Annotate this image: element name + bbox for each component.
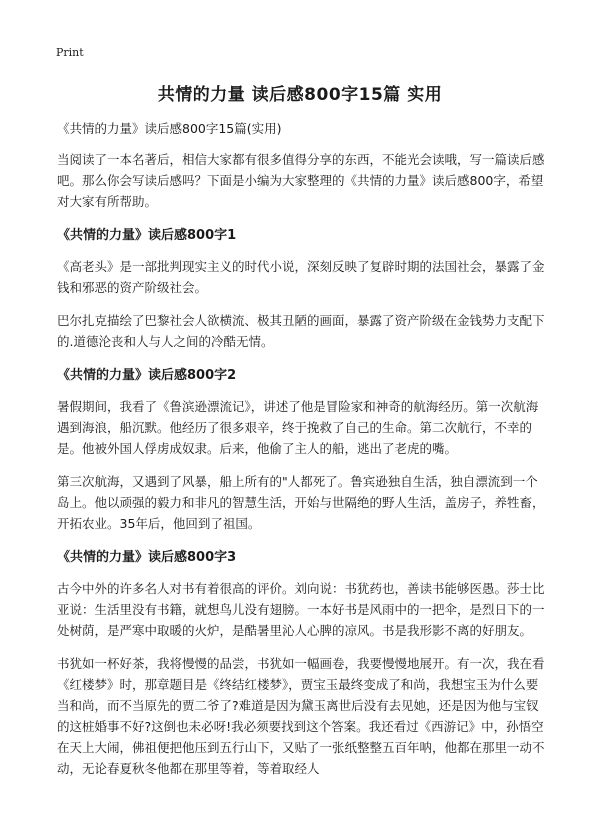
section-2-paragraph-1: 暑假期间，我看了《鲁滨逊漂流记》，讲述了他是冒险家和神奇的航海经历。第一次航海遇到海浪，船沉默。他经历了很多艰辛，终于挽救了自己的生命。第二次航行，不幸的是。他被外国人俘虏成奴隶。后来，他偷了主人的船，逃出了老虎的嘴。 — [57, 399, 539, 456]
section-3-paragraph-2: 书犹如一杯好茶，我将慢慢的品尝，书犹如一幅画卷，我要慢慢地展开。有一次，我在看《红楼梦》时，那章题目是《终结红楼梦》，贾宝玉最终变成了和尚，我想宝玉为什么要当和尚，而不当原先的贾二爷了?难道是因为黛玉离世后没有去见她，还是因为他与宝钗的这桩婚事不好?这倒也未必呀!我必须要找到这个答案。我还看过《西游记》中，孙悟空在天上大闹，佛祖便把他压到五行山下，又贴了一张纸整整五百年呐，他都在那里一动不动，无论春夏秋冬他都在那里等着，等着取经人 — [57, 656, 545, 776]
article-body — [57, 118, 547, 791]
section-2-paragraph-2: 第三次航海，又遇到了风暴，船上所有的"人都死了。鲁宾逊独自生活，独自漂流到一个岛上。他以顽强的毅力和非凡的智慧生活，开始与世隔绝的野人生活，盖房子，养牲畜，开拓农业。35年后，他回到了祖国。 — [57, 474, 545, 531]
page-title: 共情的力量 读后感800字15篇 实用 — [157, 85, 443, 105]
print-link[interactable]: Print — [56, 46, 84, 59]
section-1-paragraph-1: 《高老头》是一部批判现实主义的时代小说，深刻反映了复辟时期的法国社会，暴露了金钱和邪恶的资产阶级社会。 — [57, 259, 545, 295]
intro-paragraph: 当阅读了一本名著后，相信大家都有很多值得分享的东西，不能光会读哦，写一篇读后感吧。那么你会写读后感吗？下面是小编为大家整理的《共情的力量》读后感800字，希望对大家有所帮助。 — [57, 152, 545, 209]
section-heading-3: 《共情的力量》读后感800字3 — [57, 550, 237, 565]
section-1-paragraph-2: 巴尔扎克描绘了巴黎社会人欲横流、极其丑陋的画面，暴露了资产阶级在金钱势力支配下的.道德沦丧和人与人之间的冷酷无情。 — [57, 313, 545, 349]
section-3-paragraph-1: 古今中外的许多名人对书有着很高的评价。刘向说：书犹药也，善读书能够医愚。莎士比亚说：生活里没有书籍，就想鸟儿没有翅膀。一本好书是风雨中的一把伞，是烈日下的一处树荫，是严寒中取暖的火炉，是酷暑里沁人心脾的凉风。书是我形影不离的好朋友。 — [57, 581, 545, 638]
article-subtitle: 《共情的力量》读后感800字15篇(实用) — [57, 121, 282, 136]
section-heading-1: 《共情的力量》读后感800字1 — [57, 228, 237, 243]
section-heading-2: 《共情的力量》读后感800字2 — [57, 368, 237, 383]
